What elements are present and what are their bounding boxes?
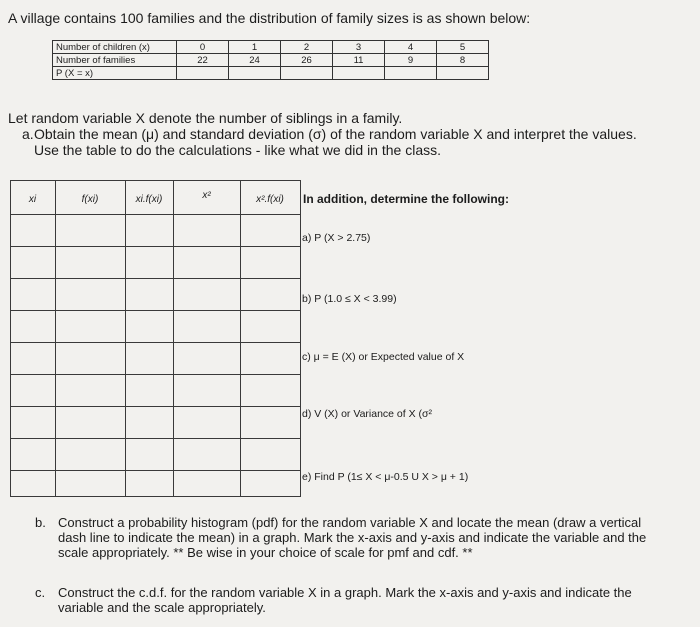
item-e: e) Find P (1≤ X < μ-0.5 U X > μ + 1) bbox=[302, 471, 469, 483]
work-table-cell bbox=[55, 214, 126, 247]
work-table-cell bbox=[10, 278, 56, 311]
family-count: 11 bbox=[333, 54, 385, 67]
x-value: 3 bbox=[333, 41, 385, 54]
work-table-cell bbox=[240, 310, 301, 343]
work-table-cell bbox=[240, 470, 301, 497]
x-value: 5 bbox=[437, 41, 489, 54]
question-a-text: Obtain the mean (μ) and standard deviation (σ) of the random variable X and interpret the values. Use the table to do the calculations - like what we did in the class. bbox=[34, 126, 637, 158]
work-table-cell bbox=[125, 438, 174, 471]
work-table-cell bbox=[125, 214, 174, 247]
question-c bbox=[35, 585, 668, 615]
work-table-cell bbox=[125, 246, 174, 279]
work-table-cell bbox=[10, 374, 56, 407]
family-count: 22 bbox=[177, 54, 229, 67]
work-table-cell bbox=[125, 374, 174, 407]
work-table-cell bbox=[240, 214, 301, 247]
row-label-families: Number of families bbox=[53, 54, 177, 67]
work-table-cell bbox=[10, 214, 56, 247]
item-b: b) P (1.0 ≤ X < 3.99) bbox=[302, 293, 397, 305]
work-table-cell bbox=[173, 214, 241, 247]
header-xi-fxi: xi.f(xi) bbox=[135, 194, 163, 205]
table-row bbox=[53, 41, 489, 54]
work-table-cell bbox=[10, 406, 56, 439]
work-table-cell bbox=[125, 406, 174, 439]
work-table-cell bbox=[125, 342, 174, 375]
question-c-text: Construct the c.d.f. for the random variable X in a graph. Mark the x-axis and y-axis and indicate the variable and the scale appropriately. bbox=[58, 585, 632, 615]
probability-cell bbox=[437, 67, 489, 80]
x-value: 4 bbox=[385, 41, 437, 54]
probability-cell bbox=[177, 67, 229, 80]
work-table-cell bbox=[10, 246, 56, 279]
header-x-squared: x² bbox=[202, 190, 211, 201]
work-table-cell bbox=[240, 278, 301, 311]
family-count: 8 bbox=[437, 54, 489, 67]
work-table-cell bbox=[240, 406, 301, 439]
item-c: c) μ = E (X) or Expected value of X bbox=[302, 351, 465, 363]
work-table-cell bbox=[125, 470, 174, 497]
question-b-text: Construct a probability histogram (pdf) for the random variable X and locate the mean (draw a vertical dash line to indicate the mean) in a graph. Mark the x-axis and y-axis and indicate the variable and the scale appropriately. ** Be wise in your choice of scale for pmf and cdf. ** bbox=[58, 515, 647, 560]
item-d: d) V (X) or Variance of X (σ² bbox=[302, 408, 432, 420]
probability-cell bbox=[385, 67, 437, 80]
probability-cell bbox=[333, 67, 385, 80]
work-table-cell bbox=[173, 374, 241, 407]
work-table-cell bbox=[55, 246, 126, 279]
work-table-cell bbox=[10, 470, 56, 497]
intro-text: A village contains 100 families and the distribution of family sizes is as shown below: bbox=[8, 10, 531, 26]
work-table-cell bbox=[55, 470, 126, 497]
work-table-cell bbox=[173, 438, 241, 471]
row-label-children: Number of children (x) bbox=[53, 41, 177, 54]
work-table-cell bbox=[55, 310, 126, 343]
work-table-cell bbox=[55, 342, 126, 375]
work-table-cell bbox=[173, 470, 241, 497]
work-table-cell bbox=[173, 246, 241, 279]
work-table-cell bbox=[55, 438, 126, 471]
family-count: 9 bbox=[385, 54, 437, 67]
header-xi: xi bbox=[28, 194, 37, 205]
work-table-cell bbox=[240, 374, 301, 407]
table-row bbox=[53, 67, 489, 80]
x-value: 2 bbox=[281, 41, 333, 54]
question-b-label: b. bbox=[35, 515, 46, 530]
work-table-cell bbox=[173, 310, 241, 343]
work-table-cell bbox=[125, 278, 174, 311]
work-table-cell bbox=[173, 342, 241, 375]
question-b bbox=[35, 515, 668, 560]
header-fxi: f(xi) bbox=[81, 194, 99, 205]
family-count: 26 bbox=[281, 54, 333, 67]
work-table-cell bbox=[10, 438, 56, 471]
x-value: 0 bbox=[177, 41, 229, 54]
family-count: 24 bbox=[229, 54, 281, 67]
work-table-cell bbox=[240, 246, 301, 279]
probability-cell bbox=[229, 67, 281, 80]
additional-heading: In addition, determine the following: bbox=[303, 192, 509, 206]
work-table-cell bbox=[173, 278, 241, 311]
question-a-label: a. bbox=[22, 126, 34, 142]
work-table-cell bbox=[10, 342, 56, 375]
work-table-cell bbox=[240, 438, 301, 471]
table-row bbox=[53, 54, 489, 67]
work-table-cell bbox=[10, 310, 56, 343]
distribution-table bbox=[52, 40, 489, 80]
x-value: 1 bbox=[229, 41, 281, 54]
header-x-squared-fxi: x².f(xi) bbox=[256, 194, 284, 205]
random-variable-text: Let random variable X denote the number of siblings in a family. bbox=[8, 110, 403, 126]
work-table-cell bbox=[173, 406, 241, 439]
work-table-cell bbox=[125, 310, 174, 343]
probability-cell bbox=[281, 67, 333, 80]
work-table-cell bbox=[55, 406, 126, 439]
question-a bbox=[22, 126, 644, 158]
row-label-probability: P (X = x) bbox=[53, 67, 177, 80]
work-table-cell bbox=[55, 278, 126, 311]
item-a: a) P (X > 2.75) bbox=[302, 232, 371, 244]
work-table-cell bbox=[240, 342, 301, 375]
question-c-label: c. bbox=[35, 585, 46, 600]
work-table-cell bbox=[55, 374, 126, 407]
